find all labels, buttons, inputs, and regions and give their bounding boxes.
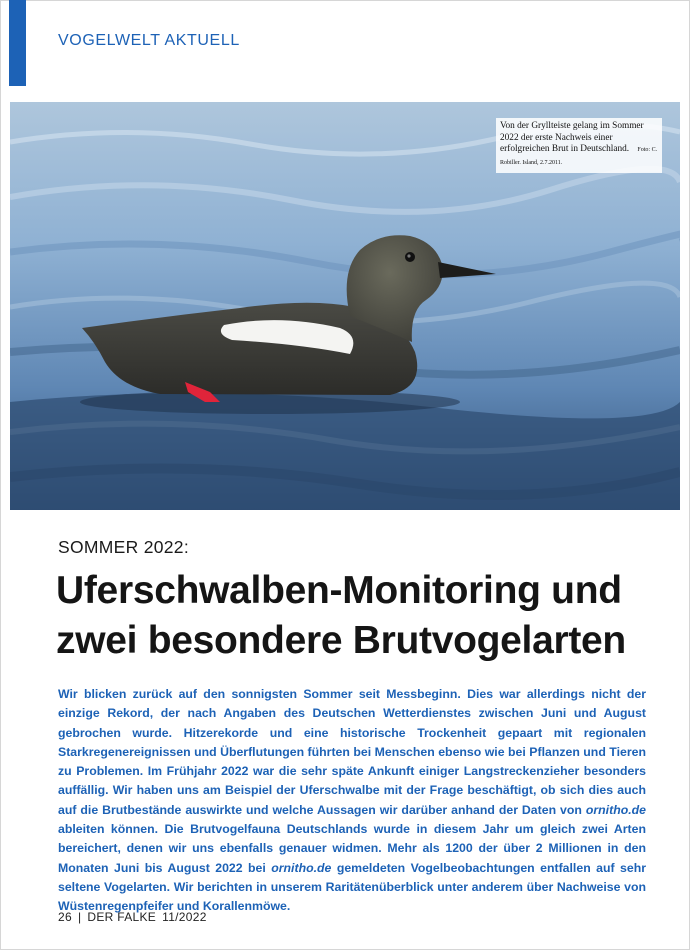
intro-text-3: gemeldeten Vogelbeobachtungen entfallen auf sehr seltene Vogelarten. Wir berichten in unserem Raritätenüberblick unter anderem über Nachweise von Wüstenregenpfeifer und Korallenmöwe. <box>58 860 646 914</box>
article-headline <box>56 566 676 666</box>
intro-text-1: Wir blicken zurück auf den sonnigsten Sommer seit Messbeginn. Dies war allerdings nicht der einzige Rekord, der nach Angaben des Deutschen Wetterdienstes zwischen Juni und August gebrochen wurde. Hitzerekorde und eine historische Trockenheit gepaart mit regionalen Starkregenereignissen und Überflutungen führten bei Menschen ebenso wie bei Pflanzen und Tieren zu Problemen. Im Frühjahr 2022 war die sehr späte Ankunft einiger Langstreckenzieher besonders auffällig. Wir haben uns am Beispiel der Uferschwalbe mit der Frage beschäftigt, ob sich dies auch auf die Brutbestände auswirkte und welche Aussagen wir darüber anhand der Daten von <box>58 687 646 817</box>
ornitho-link-1: ornitho.de <box>585 802 646 817</box>
ornitho-link-2: ornitho.de <box>271 860 332 875</box>
page-footer <box>58 910 207 924</box>
footer-separator: | <box>77 910 82 924</box>
headline-line-2: zwei besondere Brutvogelarten <box>56 619 626 662</box>
article-kicker: SOMMER 2022: <box>58 537 190 557</box>
article-intro <box>58 685 646 917</box>
page-number: 26 <box>58 910 72 924</box>
section-label: VOGELWELT AKTUELL <box>58 32 240 49</box>
photo-credit: Foto: C. Robiller. Island, 2.7.2011. <box>500 147 658 166</box>
issue-number: 11/2022 <box>162 910 207 924</box>
photo-caption <box>496 118 662 173</box>
intro-text-2: ableiten können. Die Brutvogelfauna Deutschlands wurde in diesem Jahr um gleich zwei Arten bereichert, denen wir uns ebenfalls genauer widmen. Mehr als 1200 der über 2 Millionen in den Monaten Juni bis August 2022 bei <box>58 822 646 875</box>
caption-text: Von der Gryllteiste gelang im Sommer 2022 der erste Nachweis einer erfolgreichen Brut in Deutschland. <box>500 121 644 154</box>
section-color-bar <box>9 0 26 86</box>
bird-photo <box>10 102 680 510</box>
magazine-name: DER FALKE <box>87 910 157 924</box>
headline-line-1: Uferschwalben-Monitoring und <box>56 569 622 612</box>
